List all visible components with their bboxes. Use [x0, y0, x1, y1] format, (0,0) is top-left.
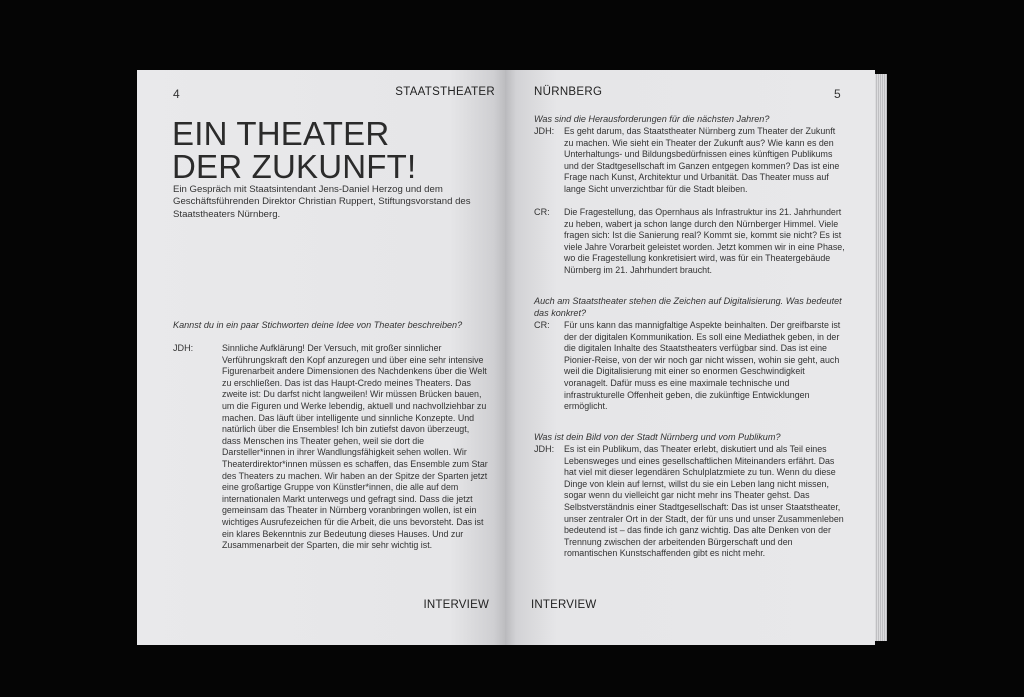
- speaker-label: JDH:: [173, 343, 194, 353]
- page-number-left: 4: [173, 87, 180, 101]
- page-number-right: 5: [834, 87, 841, 101]
- title-line-1: EIN THEATER: [172, 115, 390, 152]
- left-page: [137, 70, 505, 645]
- page-edges: [875, 74, 887, 641]
- article-title: [172, 117, 416, 183]
- speaker-label: CR:: [534, 320, 550, 330]
- intro-text: Ein Gespräch mit Staatsintendant Jens-Daniel Herzog und dem Geschäftsführenden Direktor Christian Ruppert, Stiftungsvorstand des Staatstheaters Nürnberg.: [173, 184, 471, 220]
- answer-4: Es ist ein Publikum, das Theater erlebt, diskutiert und als Teil eines Lebensweges und eines gesellschaftlichen Miteinanders erfährt. Das hat viel mit dieser legendären Schulplatzmiete zu tun. Wenn du diese Dinge von klein auf lernst, willst du sie ein Leben lang nicht missen, sogar wenn du vielleicht gar nicht mehr ins Theater gehst. Das Selbstverständnis einer Stadtgesellschaft: Das ist unser Staatstheater, unser zentraler Ort in der Stadt, der für uns und unser Zusammenleben bedeutend ist – das finde ich ganz wichtig. Das alte Denken von der Trennung zwischen der arbeitenden Bürgerschaft und den romantischen Kunstschaffenden gibt es nicht mehr.: [564, 444, 844, 559]
- question-1: Kannst du in ein paar Stichworten deine Idee von Theater beschreiben?: [173, 320, 463, 330]
- running-head-right: NÜRNBERG: [534, 86, 603, 98]
- footer-right: INTERVIEW: [531, 599, 597, 611]
- answer-1: Sinnliche Aufklärung! Der Versuch, mit großer sinnlicher Verführungskraft den Kopf anzuregen und über eine sehr intensive Figurenarbeit andere Dimensionen des Nachdenkens über die Welt zu erschließen. Das ist das Haupt-Credo meines Theaters. Das zweite ist: Du darfst nicht langweilen! Wir müssen Brücken bauen, um die Figuren und Werke lebendig, aktuell und nachvollziehbar zu machen. Das läuft über intelligente und sinnliche Konzepte. Und natürlich über die Ensembles! Ich bin zutiefst davon überzeugt, dass Menschen ins Theater gehen, weil sie dort die Darsteller*innen in ihrer Wandlungsfähigkeit sehen wollen. Wir Theaterdirektor*innen müssen es schaffen, das Ensemble zum Star des Theaters zu machen. Wir haben an der Spitze der Sparten jetzt eine großartige Gruppe von Künstler*innen, die alle auf dem internationalen Markt unterwegs und gefragt sind. Dass die jetzt gemeinsam das Theater in Nürnberg voranbringen wollen, ist ein wichtiges Ausrufezeichen für die Arbeit, die uns bevorsteht. Das ist ein klares Bekenntnis zur Bedeutung dieses Hauses. Und zur Zusammenarbeit der Sparten, die mir sehr wichtig ist.: [222, 343, 488, 551]
- speaker-label: JDH:: [534, 126, 555, 136]
- question-4: Was ist dein Bild von der Stadt Nürnberg und vom Publikum?: [534, 432, 781, 442]
- title-line-2: DER ZUKUNFT!: [172, 148, 417, 185]
- right-page: [505, 70, 875, 645]
- answer-3: Für uns kann das mannigfaltige Aspekte beinhalten. Der greifbarste ist der der digitalen Kommunikation. Es soll eine Mediathek geben, in der die digitalen Inhalte des Staatstheaters verfügbar sind. Das ist eine Pionier-Reise, von der wir noch gar nicht wissen, wohin sie geht, auch weil die Digitalisierung mit einer so enormen Geschwindigkeit voranagelt. Dafür muss es eine maximale technische und infrastrukturelle Offenheit geben, die zukünftige Entwicklungen ermöglicht.: [564, 320, 841, 412]
- footer-left: INTERVIEW: [423, 599, 489, 611]
- speaker-label: JDH:: [534, 444, 555, 454]
- speaker-label: CR:: [534, 207, 550, 217]
- answer-2: Es geht darum, das Staatstheater Nürnberg zum Theater der Zukunft zu machen. Wie sieht ein Theater der Zukunft aus? Wie kann es den Unterhaltungs- und Bildungsbedürfnissen eines künftigen Publikums und der Stadtgesellschaft im Ganzen entgegen kommen? Das ist eine Frage nach Kunst, Architektur und Urbanität. Das Theater muss auf lange Sicht unverzichtbar für die Stadt bleiben.: [564, 126, 840, 194]
- answer-2b: Die Fragestellung, das Opernhaus als Infrastruktur ins 21. Jahrhundert zu heben, wabert ja schon lange durch den Nürnberger Himmel. Viele fragen sich: Ist die Sanierung real? Kommt sie, kommt sie nicht? Es ist viele Jahre Vorarbeit geleistet worden. Jetzt kommen wir in eine Phase, wo die Fragestellung konkretisiert wird, was für ein Theatergebäude Nürnberg im 21. Jahrhundert braucht.: [564, 207, 845, 275]
- book-spread: [137, 70, 887, 645]
- question-3: Auch am Staatstheater stehen die Zeichen auf Digitalisierung. Was bedeutet das konkret?: [534, 296, 842, 318]
- running-head-left: STAATSTHEATER: [395, 86, 495, 98]
- question-2: Was sind die Herausforderungen für die nächsten Jahren?: [534, 114, 770, 124]
